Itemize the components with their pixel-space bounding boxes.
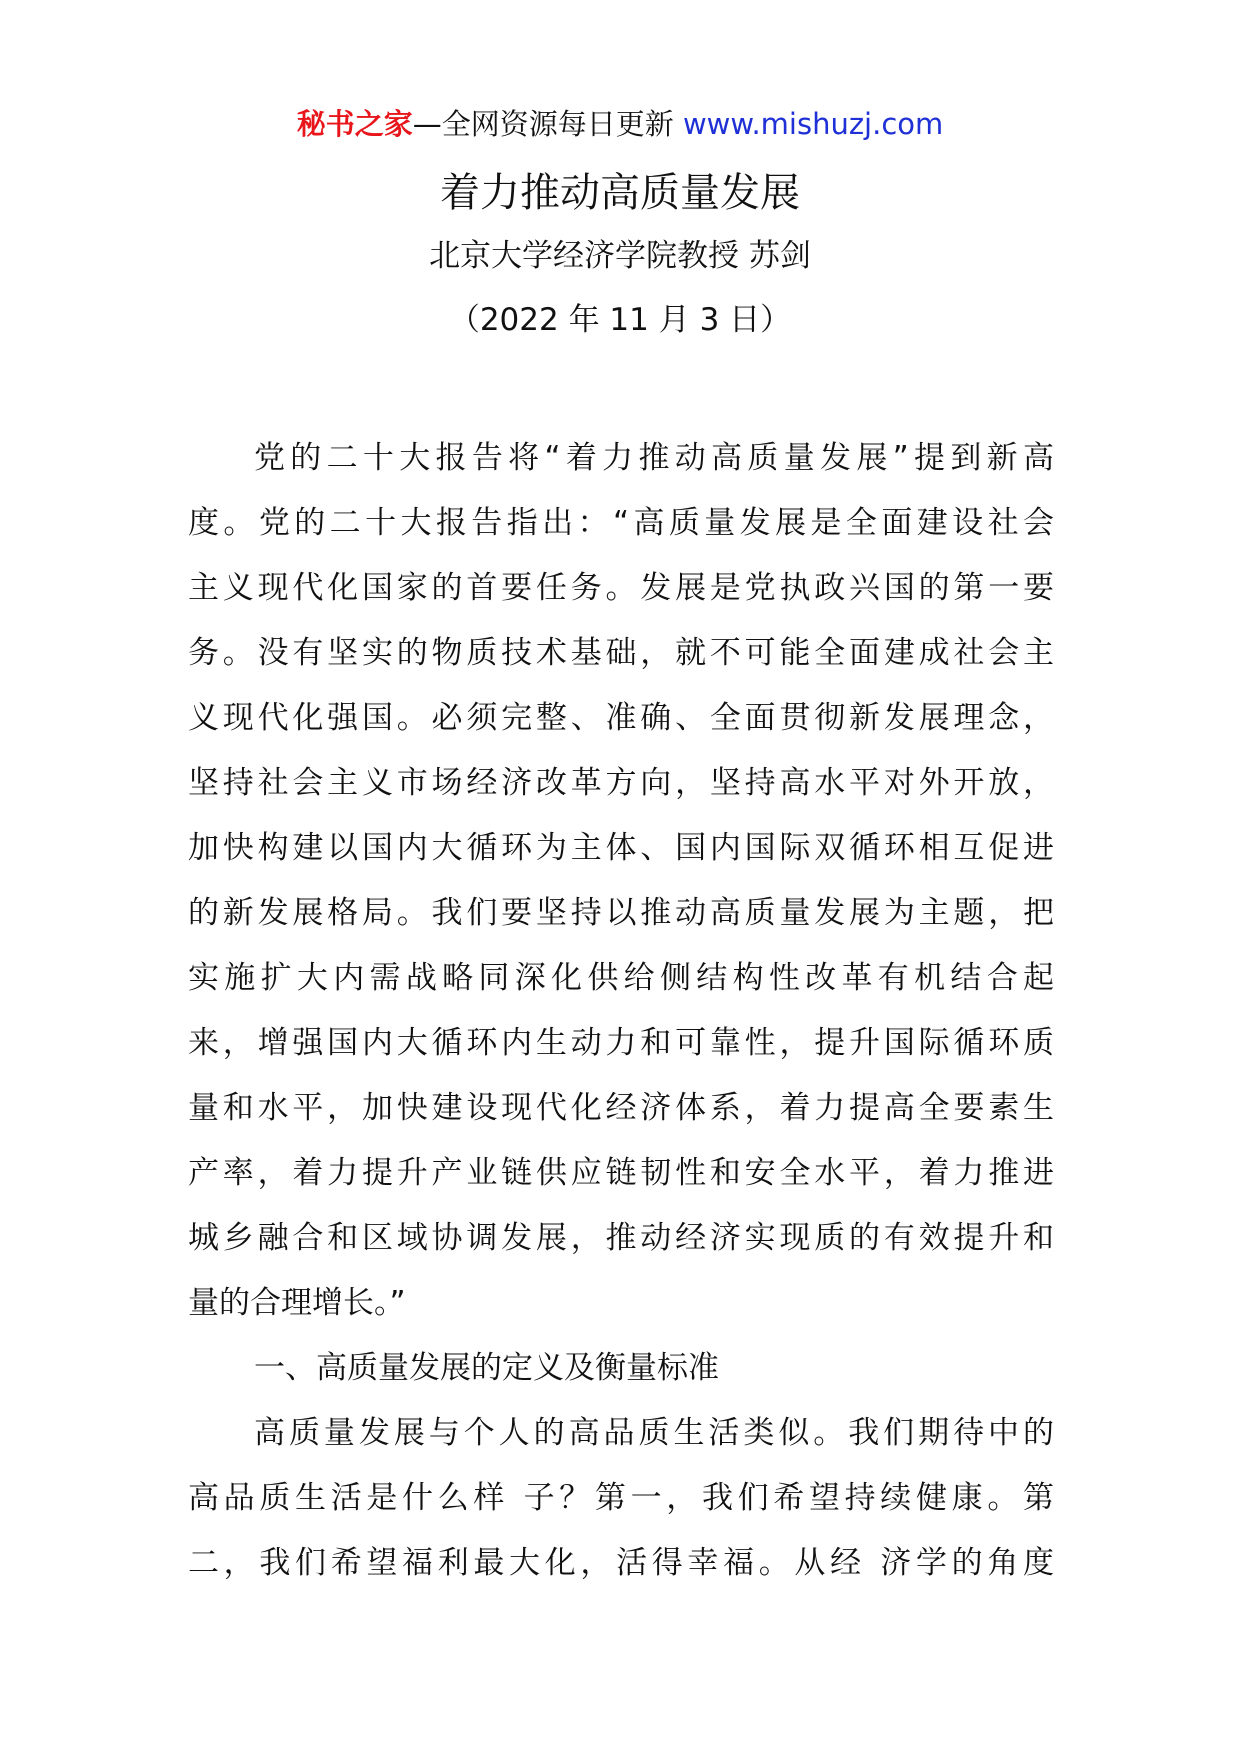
header-tagline: —全网资源每日更新 [412,107,674,141]
body-line: 高质量发展与个人的高品质生活类似。我们期待中的 [254,1415,1054,1451]
body-line: 义现代化强国。必须完整、准确、全面贯彻新发展理念， [188,700,1054,736]
body-line: 量的合理增长。” [188,1285,406,1321]
site-header [0,100,1240,148]
brand-name: 秘书之家 [296,107,413,141]
body-line: 来，增强国内大循环内生动力和可靠性，提升国际循环质 [188,1025,1054,1061]
document-date: （2022 年 11 月 3 日） [448,302,792,338]
section-heading: 一、高质量发展的定义及衡量标准 [254,1350,719,1386]
site-url-link[interactable]: www.mishuzj.com [682,107,944,141]
body-line: 城乡融合和区域协调发展，推动经济实现质的有效提升和 [188,1220,1054,1256]
body-line: 坚持社会主义市场经济改革方向，坚持高水平对外开放， [188,765,1054,801]
body-line: 党的二十大报告将“着力推动高质量发展”提到新高 [254,440,1054,476]
body-line: 的新发展格局。我们要坚持以推动高质量发展为主题，把 [188,895,1054,931]
document-body [188,426,1054,1596]
body-line: 加快构建以国内大循环为主体、国内国际双循环相互促进 [188,830,1054,866]
body-line: 实施扩大内需战略同深化供给侧结构性改革有机结合起 [188,960,1054,996]
body-line: 量和水平，加快建设现代化经济体系，着力提高全要素生 [188,1090,1054,1126]
body-line: 高品质生活是什么样 子？第一，我们希望持续健康。第 [188,1480,1054,1516]
body-line: 度。党的二十大报告指出：“高质量发展是全面建设社会 [188,505,1054,541]
body-line: 务。没有坚实的物质技术基础，就不可能全面建成社会主 [188,635,1054,671]
document-title: 着力推动高质量发展 [440,170,800,216]
body-line: 产率，着力提升产业链供应链韧性和安全水平，着力推进 [188,1155,1054,1191]
body-line: 二，我们希望福利最大化，活得幸福。从经 济学的角度 [188,1545,1054,1581]
body-line: 主义现代化国家的首要任务。发展是党执政兴国的第一要 [188,570,1054,606]
document-author: 北京大学经济学院教授 苏剑 [429,238,811,274]
